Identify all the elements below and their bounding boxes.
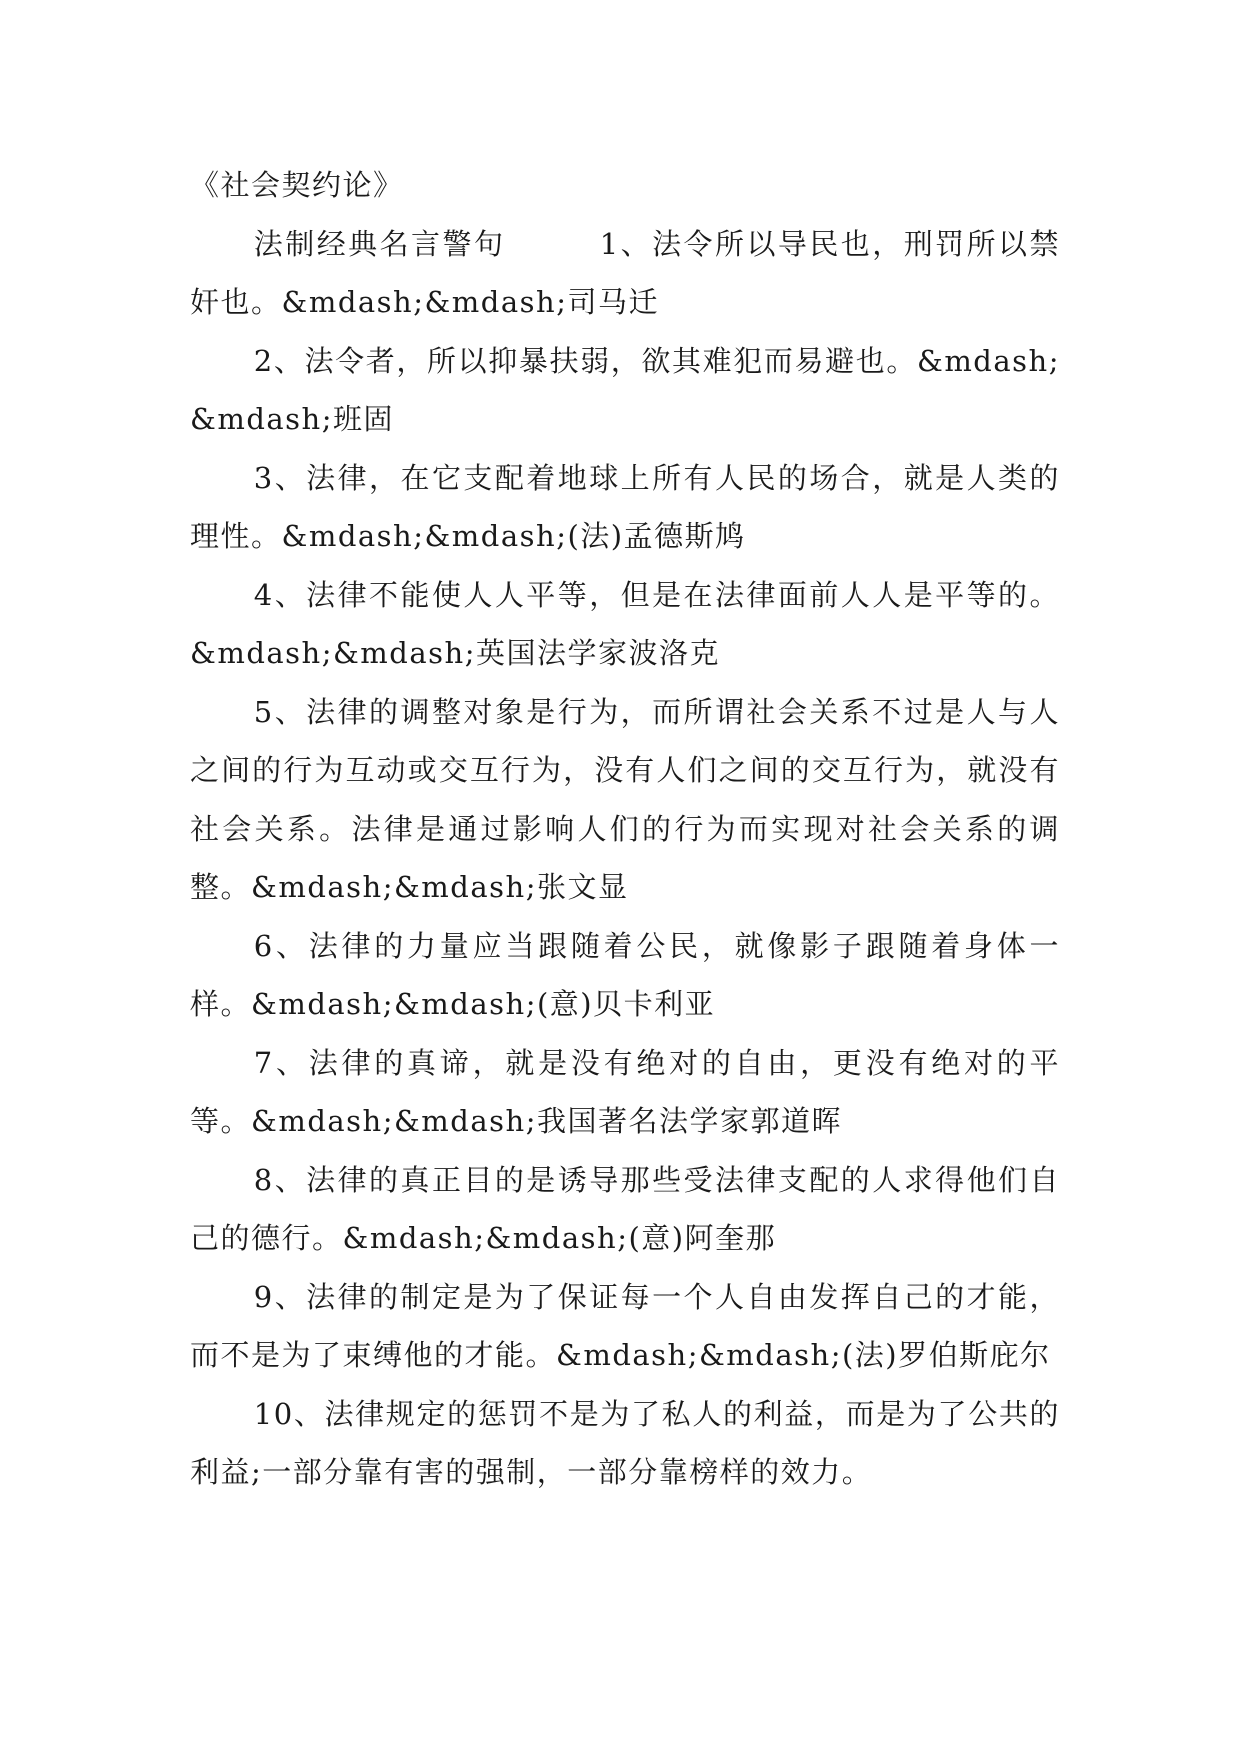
paragraph-quote-3: 3、法律，在它支配着地球上所有人民的场合，就是人类的理性。&mdash;&mdash;(法)孟德斯鸠 <box>190 460 1060 553</box>
document-body <box>190 156 1060 1502</box>
paragraph-quote-2: 2、法令者，所以抑暴扶弱，欲其难犯而易避也。&mdash;&mdash;班固 <box>190 343 1060 436</box>
document-title: 《社会契约论》 <box>190 168 404 202</box>
paragraph-quote-6: 6、法律的力量应当跟随着公民，就像影子跟随着身体一样。&mdash;&mdash;(意)贝卡利亚 <box>190 928 1060 1021</box>
paragraph-quote-5: 5、法律的调整对象是行为，而所谓社会关系不过是人与人之间的行为互动或交互行为，没有人们之间的交互行为，就没有社会关系。法律是通过影响人们的行为而实现对社会关系的调整。&mdash;&mdash;张文显 <box>190 694 1060 904</box>
paragraph-quote-10: 10、法律规定的惩罚不是为了私人的利益，而是为了公共的利益;一部分靠有害的强制，一部分靠榜样的效力。 <box>190 1396 1060 1489</box>
paragraph-intro-quote-1: 法制经典名言警句 1、法令所以导民也，刑罚所以禁奸也。&mdash;&mdash;司马迁 <box>190 226 1060 319</box>
paragraph-quote-9: 9、法律的制定是为了保证每一个人自由发挥自己的才能，而不是为了束缚他的才能。&mdash;&mdash;(法)罗伯斯庇尔 <box>190 1279 1060 1372</box>
paragraph-quote-7: 7、法律的真谛，就是没有绝对的自由，更没有绝对的平等。&mdash;&mdash;我国著名法学家郭道晖 <box>190 1045 1060 1138</box>
paragraph-quote-4: 4、法律不能使人人平等，但是在法律面前人人是平等的。&mdash;&mdash;英国法学家波洛克 <box>190 577 1060 670</box>
paragraph-quote-8: 8、法律的真正目的是诱导那些受法律支配的人求得他们自己的德行。&mdash;&mdash;(意)阿奎那 <box>190 1162 1060 1255</box>
